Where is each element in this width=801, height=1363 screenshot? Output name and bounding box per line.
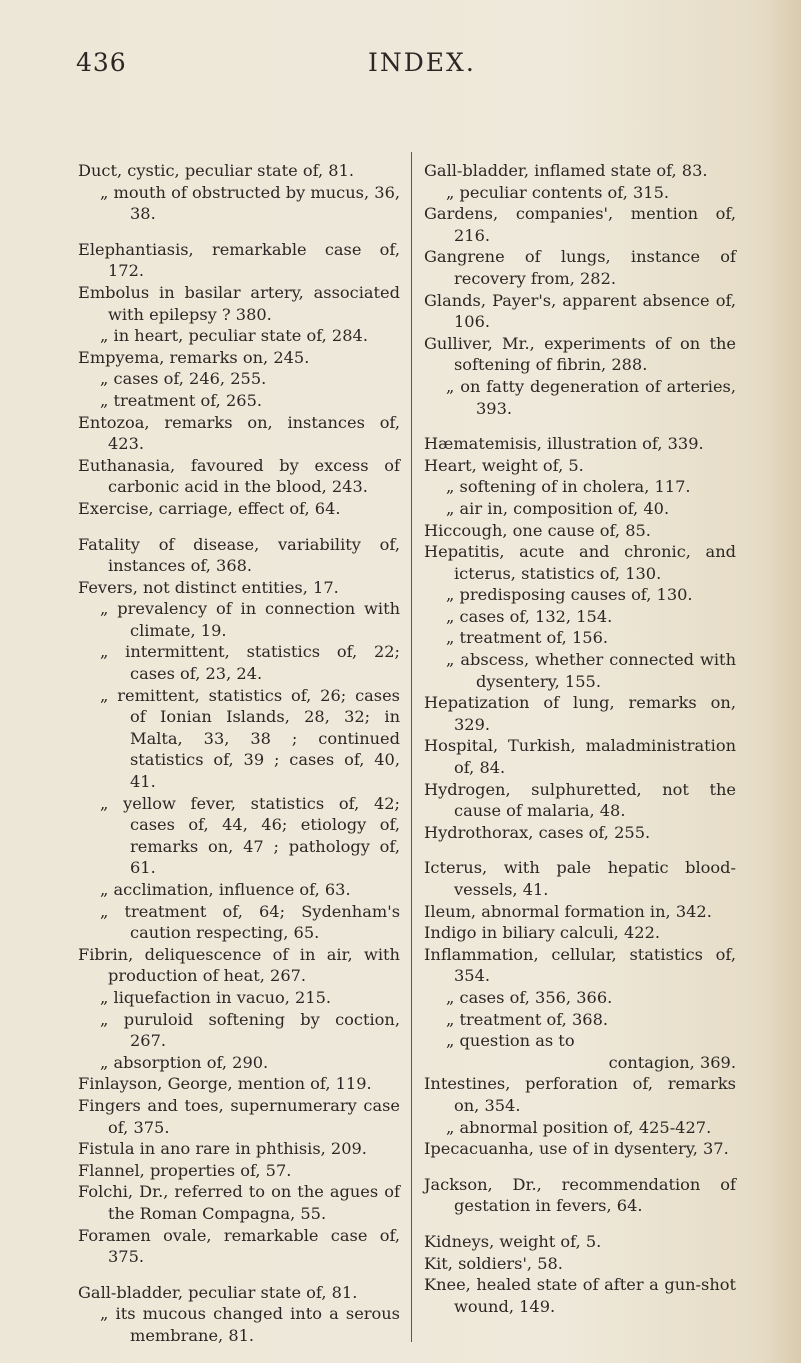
index-entry: Fatality of disease, variability of, instances of, 368. xyxy=(78,534,400,576)
index-subentry: „ puruloid softening by coction, 267. xyxy=(100,1009,400,1051)
index-entry: Hiccough, one cause of, 85. xyxy=(424,520,651,540)
index-subentry: „ cases of, 246, 255. xyxy=(100,369,267,389)
index-entry: Indigo in biliary calculi, 422. xyxy=(424,923,661,943)
index-column-left xyxy=(78,160,400,1346)
index-subentry: „ absorption of, 290. xyxy=(100,1052,269,1072)
index-entry: Gall-bladder, peculiar state of, 81. xyxy=(78,1282,358,1302)
index-entry: Hydrogen, sulphuretted, not the cause of malaria, 48. xyxy=(424,779,736,821)
index-entry: Entozoa, remarks on, instances of, 423. xyxy=(78,412,400,454)
index-subentry: „ softening of in cholera, 117. xyxy=(446,477,691,497)
page-header xyxy=(0,48,801,88)
index-subentry: „ peculiar contents of, 315. xyxy=(446,182,670,202)
index-subentry: „ liquefaction in vacuo, 215. xyxy=(100,987,332,1007)
index-subentry: „ treatment of, 368. xyxy=(446,1009,609,1029)
index-entry: Empyema, remarks on, 245. xyxy=(78,347,310,367)
index-entry: Ileum, abnormal formation in, 342. xyxy=(424,901,712,921)
index-subentry: „ prevalency of in connection with climate, 19. xyxy=(100,599,400,640)
index-subentry: „ intermittent, statistics of, 22; cases of, 23, 24. xyxy=(100,642,400,684)
index-subentry: „ cases of, 132, 154. xyxy=(446,606,613,626)
index-entry: Duct, cystic, peculiar state of, 81. xyxy=(78,161,355,180)
index-entry: Knee, healed state of after a gun-shot wound, 149. xyxy=(424,1275,736,1316)
index-entry: Fibrin, deliquescence of in air, with production of heat, 267. xyxy=(78,944,400,986)
index-entry: Flannel, properties of, 57. xyxy=(78,1160,292,1180)
index-entry: Gangrene of lungs, instance of recovery from, 282. xyxy=(424,247,736,288)
index-entry: Kit, soldiers', 58. xyxy=(424,1253,563,1273)
index-subentry: „ treatment of, 156. xyxy=(446,628,609,648)
index-entry: Hydrothorax, cases of, 255. xyxy=(424,822,651,842)
index-entry: Embolus in basilar artery, associated with epilepsy ? 380. xyxy=(78,282,400,324)
index-entry: Fevers, not distinct entities, 17. xyxy=(78,577,339,597)
index-entry: Ipecacuanha, use of in dysentery, 37. xyxy=(424,1139,729,1159)
index-entry: Hepatitis, acute and chronic, and icterus, statistics of, 130. xyxy=(424,542,736,583)
index-entry: Foramen ovale, remarkable case of, 375. xyxy=(78,1225,400,1267)
page-number: 436 xyxy=(76,48,127,77)
index-entry: Exercise, carriage, effect of, 64. xyxy=(78,498,341,518)
index-subentry: „ treatment of, 265. xyxy=(100,390,263,410)
index-subentry: „ predisposing causes of, 130. xyxy=(446,585,693,605)
index-subentry: „ abnormal position of, 425-427. xyxy=(446,1117,712,1137)
index-subentry: „ on fatty degeneration of arteries, 393. xyxy=(446,376,736,418)
index-entry: Folchi, Dr., referred to on the agues of the Roman Compagna, 55. xyxy=(78,1182,400,1223)
index-subentry: „ in heart, peculiar state of, 284. xyxy=(100,326,368,346)
index-subentry: „ its mucous changed into a serous membrane, 81. xyxy=(100,1304,400,1345)
index-entry: Hospital, Turkish, maladministration of, 84. xyxy=(424,736,736,778)
index-subentry: „ mouth of obstructed by mucus, 36, 38. xyxy=(100,182,401,224)
index-entry: Finlayson, George, mention of, 119. xyxy=(78,1074,372,1094)
index-subentry: „ acclimation, influence of, 63. xyxy=(100,880,351,899)
index-entry: Gall-bladder, inflamed state of, 83. xyxy=(424,161,708,180)
index-column-right xyxy=(424,160,736,1317)
index-entry: Gulliver, Mr., experiments of on the softening of fibrin, 288. xyxy=(424,333,736,375)
index-entry: Heart, weight of, 5. xyxy=(424,455,584,475)
index-entry: Fistula in ano rare in phthisis, 209. xyxy=(78,1139,367,1159)
index-entry: Euthanasia, favoured by excess of carbonic acid in the blood, 243. xyxy=(78,455,400,497)
index-subentry: „ cases of, 356, 366. xyxy=(446,987,613,1007)
index-subentry: „ abscess, whether connected with dysentery, 155. xyxy=(446,650,736,691)
index-subentry: contagion, 369. xyxy=(608,1052,736,1072)
index-subentry: „ question as to xyxy=(446,1031,575,1051)
index-subentry: „ air in, composition of, 40. xyxy=(446,498,670,518)
index-entry: Icterus, with pale hepatic blood-vessels, 41. xyxy=(424,858,736,899)
index-entry: Kidneys, weight of, 5. xyxy=(424,1231,602,1251)
index-entry: Intestines, perforation of, remarks on, 354. xyxy=(424,1074,736,1115)
index-entry: Jackson, Dr., recommendation of gestation in fevers, 64. xyxy=(424,1174,736,1216)
index-entry: Hæmatemisis, illustration of, 339. xyxy=(424,434,704,454)
index-subentry: „ yellow fever, statistics of, 42; cases of, 44, 46; etiology of, remarks on, 47 ; pathology of, 61. xyxy=(100,793,400,878)
index-entry: Fingers and toes, supernumerary case of, 375. xyxy=(78,1095,400,1137)
index-subentry: „ treatment of, 64; Sydenham's caution respecting, 65. xyxy=(100,901,400,943)
index-subentry: „ remittent, statistics of, 26; cases of Ionian Islands, 28, 32; in Malta, 33, 38 ; continued statistics of, 39 ; cases of, 40, 41. xyxy=(100,685,400,792)
index-entry: Glands, Payer's, apparent absence of, 106. xyxy=(424,290,736,332)
index-entry: Hepatization of lung, remarks on, 329. xyxy=(424,693,736,734)
column-divider xyxy=(411,152,412,1342)
index-entry: Inflammation, cellular, statistics of, 354. xyxy=(424,944,736,986)
running-title: INDEX. xyxy=(368,48,476,77)
index-entry: Gardens, companies', mention of, 216. xyxy=(424,204,736,245)
index-entry: Elephantiasis, remarkable case of, 172. xyxy=(78,239,400,281)
